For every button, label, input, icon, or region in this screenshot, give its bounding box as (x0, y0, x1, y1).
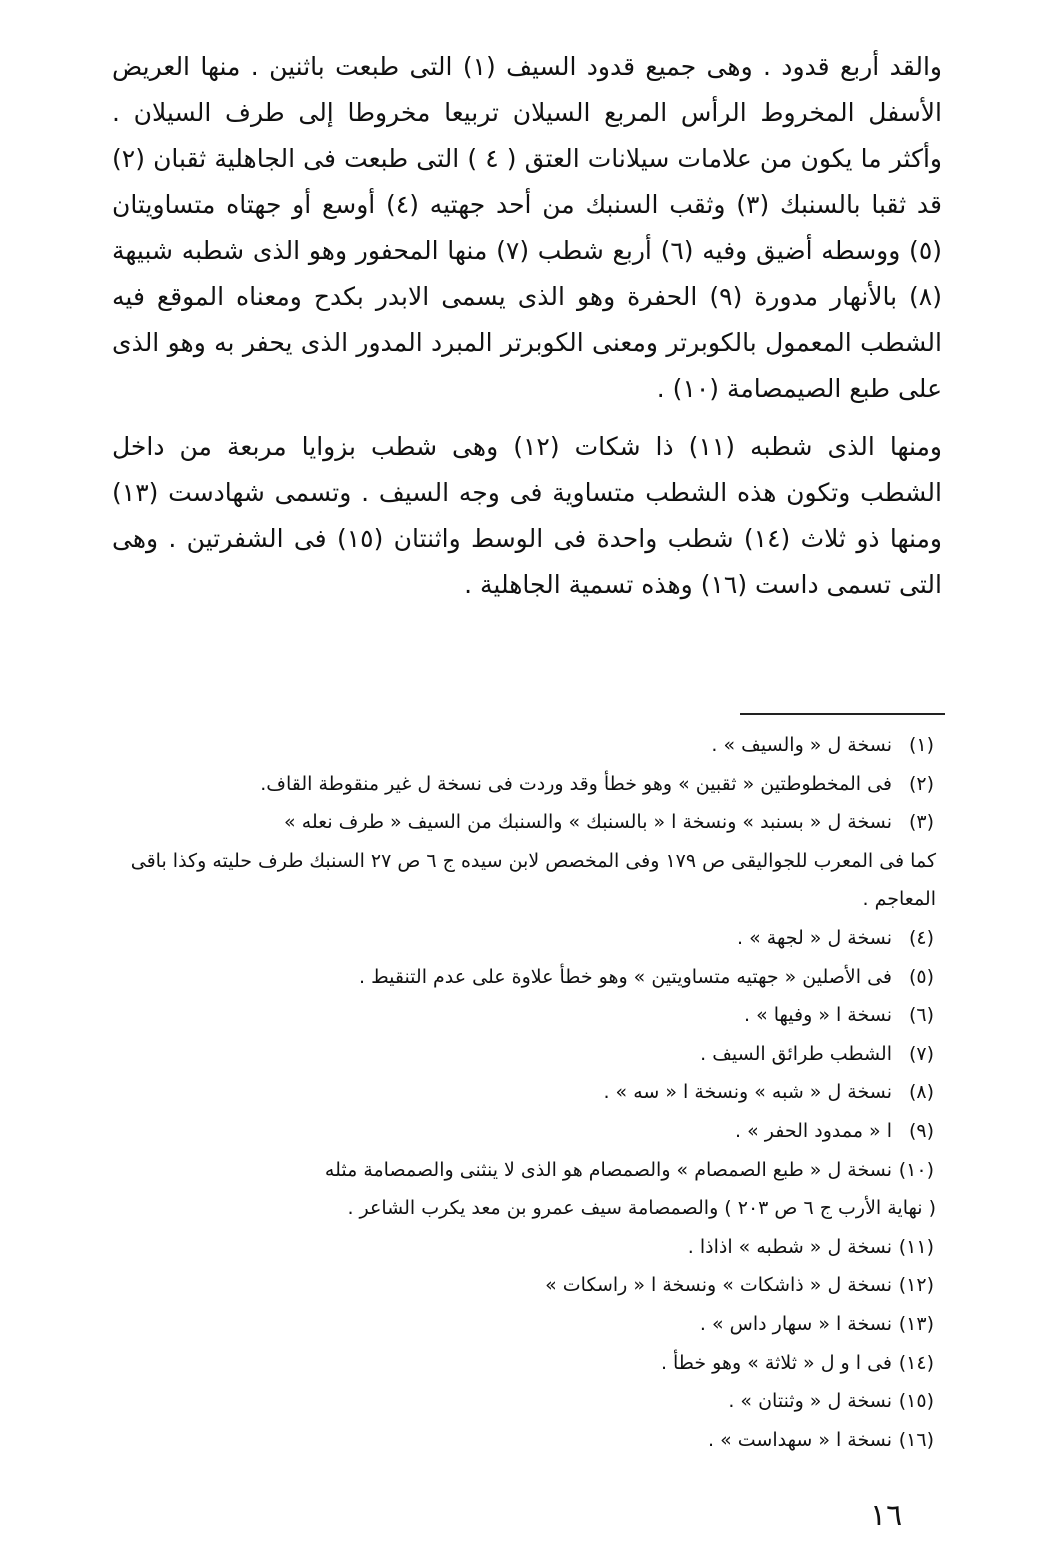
footnote-number: (٣) (908, 811, 934, 834)
footnote-number: (٨) (908, 1081, 934, 1104)
footnote-7 (112, 1035, 942, 1074)
footnote-separator (740, 713, 945, 715)
footnote-4 (112, 919, 942, 958)
footnote-11 (112, 1228, 942, 1267)
footnote-text: نسخة ل « وثنتان » . (728, 1390, 892, 1413)
footnote-number: (٥) (908, 965, 934, 988)
footnote-9 (112, 1112, 942, 1151)
footnote-number: (١٦) (898, 1428, 934, 1451)
footnote-number: (١٥) (898, 1390, 934, 1413)
footnote-text: فى الأصلين « جهتيه متساويتين » وهو خطأ علاوة على عدم التنقيط . (358, 965, 892, 988)
footnote-text: نسخة ل « بسنبد » ونسخة ا « بالسنبك » والسنبك من السيف « طرف نعله » (284, 811, 892, 834)
footnote-text: ا « ممدود الحفر » . (735, 1119, 892, 1142)
footnote-text: نسخة ل « ذاشكات » ونسخة ا « راسكات » (545, 1274, 892, 1297)
footnote-12 (112, 1266, 942, 1305)
footnote-10 (112, 1151, 942, 1190)
footnotes (112, 726, 942, 1459)
main-text (112, 44, 942, 608)
footnote-number: (١٤) (898, 1351, 934, 1374)
footnote-text: نسخة ل « طبع الصمصام » والصمصام هو الذى لا ينثنى والصمصامة مثله (324, 1158, 892, 1181)
footnote-3-continuation: كما فى المعرب للجواليقى ص ١٧٩ وفى المخصص لابن سيده ج ٦ ص ٢٧ السنبك طرف حليته وكذا باقى المعاجم . (130, 849, 936, 911)
footnote-number: (٢) (908, 772, 934, 795)
page-number: ١٦ (870, 1498, 903, 1533)
footnote-text: نسخة ا « سهداست » . (708, 1428, 892, 1451)
footnote-number: (٧) (908, 1042, 934, 1065)
footnote-2 (112, 765, 942, 804)
footnote-text: نسخة ا « وفيها » . (744, 1004, 892, 1027)
footnote-5 (112, 958, 942, 997)
footnote-text: نسخة ا « سهار داس » . (699, 1312, 892, 1335)
footnote-number: (٩) (908, 1119, 934, 1142)
paragraph-2: ومنها الذى شطبه (١١) ذا شكات (١٢) وهى شطب بزوايا مربعة من داخل الشطب وتكون هذه الشطب متساوية فى وجه السيف . وتسمى شهادست (١٣) ومنها ذو ثلاث (١٤) شطب واحدة فى الوسط واثنتان (١٥) فى الشفرتين . وهى التى تسمى داست (١٦) وهذه تسمية الجاهلية . (112, 432, 943, 599)
footnote-text: فى ا و ل « ثلاثة » وهو خطأ . (660, 1351, 892, 1374)
footnote-text: نسخة ل « شطبه » اذاذا . (687, 1235, 892, 1258)
footnote-14 (112, 1344, 942, 1383)
footnote-6 (112, 996, 942, 1035)
footnote-number: (٦) (908, 1004, 934, 1027)
footnote-8 (112, 1073, 942, 1112)
footnote-text: فى المخطوطتين « ثقبين » وهو خطأ وقد وردت فى نسخة ل غير منقوطة القاف. (260, 772, 892, 795)
footnote-13 (112, 1305, 942, 1344)
footnote-text: نسخة ل « والسيف » . (711, 734, 892, 756)
footnote-number: (١) (908, 734, 934, 756)
footnote-16 (112, 1421, 942, 1460)
footnote-text: نسخة ل « لجهة » . (737, 926, 892, 949)
footnote-number: (١٢) (898, 1274, 934, 1297)
footnote-text: نسخة ل « شبه » ونسخة ا « سه » . (603, 1081, 892, 1104)
footnote-text: الشطب طرائق السيف . (700, 1042, 892, 1065)
footnote-number: (٤) (908, 926, 934, 949)
footnote-number: (١٠) (898, 1158, 934, 1181)
footnote-10-continuation: ( نهاية الأرب ج ٦ ص ٢٠٣ ) والصمصامة سيف عمرو بن معد يكرب الشاعر . (347, 1197, 936, 1220)
footnote-3 (112, 803, 942, 842)
footnote-number: (١٣) (898, 1312, 934, 1335)
footnote-number: (١١) (898, 1235, 934, 1258)
footnote-1 (112, 726, 942, 765)
footnote-15 (112, 1382, 942, 1421)
paragraph-1: والقد أربع قدود . وهى جميع قدود السيف (١) التى طبعت باثنين . منها العريض الأسفل المخروط الرأس المربع السيلان تربيعا مخروطا إلى طرف السيلان . وأكثر ما يكون من علامات سيلانات العتق ( ٤ ) التى طبعت فى الجاهلية ثقبان (٢) قد ثقبا بالسنبك (٣) وثقب السنبك من أحد جهتيه (٤) أوسع أو جهتاه متساويتان (٥) ووسطه أضيق وفيه (٦) أربع شطب (٧) منها المحفور وهو الذى شطبه شبيهة (٨) بالأنهار مدورة (٩) الحفرة وهو الذى يسمى الابدر بكدح ومعناه الموقع فيه الشطب المعمول بالكوبرتر ومعنى الكوبرتر المبرد المدور الذى يحفر به وهو الذى على طبع الصيمصامة (١٠) . (112, 52, 943, 403)
